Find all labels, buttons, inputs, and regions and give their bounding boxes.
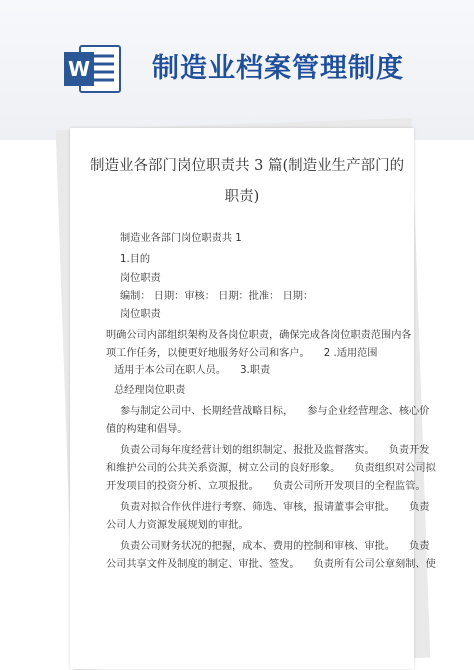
body-line-part: 负责公司所开发项目的全程监管。 (272, 481, 426, 492)
document-title-line-1: 制造业各部门岗位职责共 3 篇(制造业生产部门的 (90, 158, 405, 174)
body-line: 制造业各部门岗位职责共 1 (120, 233, 242, 244)
document-title-line-2: 职责) (224, 189, 260, 205)
body-line (120, 537, 429, 552)
body-line-part: 2 .适用范围 (323, 348, 378, 359)
body-line: 明确公司内部组织架构及各岗位职责，确保完成各岗位职责范围内各 (106, 330, 412, 341)
body-line: 岗位职责 (120, 309, 161, 320)
body-line-part: 负责公司每年度经营计划的组织制定、报批及监督落实。 (120, 445, 375, 456)
body-line-part: 公司共享文件及制度的制定、审批、签发。 (106, 559, 300, 570)
body-line (114, 361, 270, 376)
body-line: 值的构建和倡导。 (106, 424, 188, 435)
body-line: 1.目的 (120, 254, 151, 265)
body-line: 岗位职责 (120, 273, 161, 284)
banner-title: 制造业档案管理制度 (152, 53, 404, 84)
body-line (106, 344, 377, 359)
document-page (70, 128, 436, 669)
body-line (120, 402, 429, 417)
word-document-icon (62, 40, 124, 98)
body-line-part: 负责所有公司公章刻制、使 (313, 559, 436, 570)
body-line-part: 负责 (409, 502, 430, 513)
body-line (106, 555, 436, 570)
body-line: 总经理岗位职责 (114, 385, 186, 396)
body-line-part: 项工作任务，以便更好地服务好公司和客户。 (106, 348, 310, 359)
body-line: 公司人力资源发展规划的审批。 (106, 520, 249, 531)
body-line-part: 和维护公司的公共关系资源，树立公司的良好形象。 (106, 463, 341, 474)
body-line-part: 负责开发 (388, 445, 430, 456)
body-line-part: 开发项目的投资分析、立项报批。 (106, 481, 259, 492)
body-line-part: 负责对拟合作伙伴进行考察、筛选、审核，报请董事会审批。 (120, 502, 396, 513)
word-logo-letter: W (67, 57, 91, 81)
body-line-part: 负责公司财务状况的把握，成本、费用的控制和审核、审批。 (120, 541, 396, 552)
body-line (120, 498, 429, 513)
body-line-part: 参与制定公司中、长期经营战略目标， (120, 406, 294, 417)
body-line-part: 参与企业经营理念、核心价 (307, 406, 430, 417)
body-line (106, 477, 426, 492)
body-line-part: 负责组织对公司拟 (354, 463, 436, 474)
body-line (120, 441, 429, 456)
body-line (106, 459, 436, 474)
body-line: 编制： 日期：审核： 日期：批准： 日期： (120, 291, 314, 302)
body-line-part: 负责 (409, 541, 430, 552)
body-line-part: 适用于本公司在职人员。 (114, 365, 227, 376)
body-line-part: 3.职责 (240, 365, 271, 376)
